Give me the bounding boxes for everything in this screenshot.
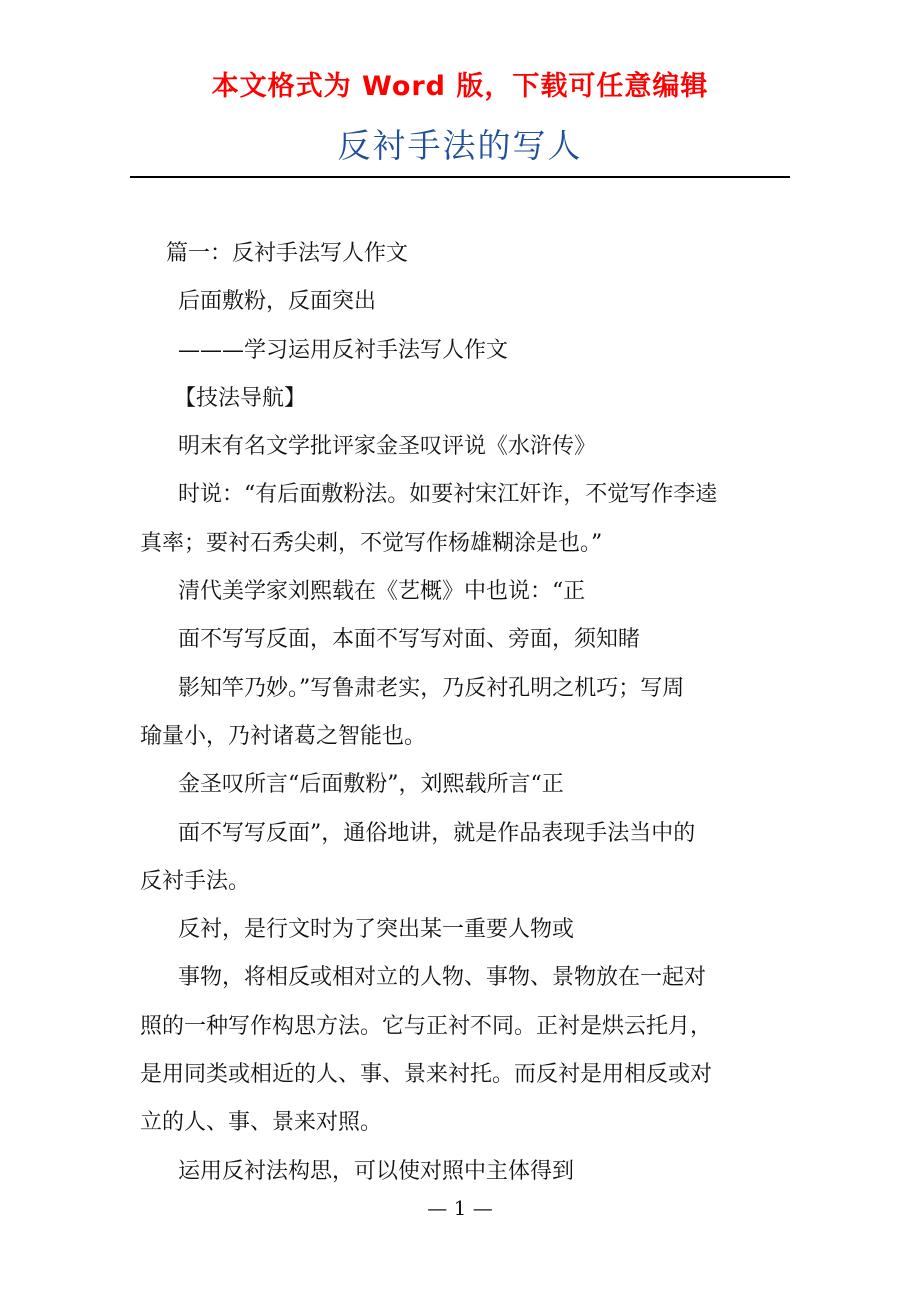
paragraph-line: 反衬手法。 (140, 868, 251, 894)
paragraph-line: 明末有名文学批评家金圣叹评说《水浒传》 (178, 434, 597, 460)
article-heading: 后面敷粉，反面突出 (178, 289, 377, 315)
paragraph-line: 时说：“有后面敷粉法。如要衬宋江奸诈，不觉写作李逵 (178, 482, 718, 508)
paragraph-line: 影知竿乃妙。”写鲁肃老实，乃反衬孔明之机巧；写周 (178, 675, 685, 701)
technique-heading: 【技法导航】 (174, 385, 307, 411)
paragraph-line: 运用反衬法构思，可以使对照中主体得到 (178, 1158, 575, 1184)
paragraph-line: 是用同类或相近的人、事、景来衬托。而反衬是用相反或对 (140, 1062, 713, 1088)
page-number: — 1 — (427, 1196, 493, 1220)
document-body (140, 230, 800, 1196)
paragraph-line: 立的人、事、景来对照。 (140, 1110, 383, 1136)
paragraph-line: 照的一种写作构思方法。它与正衬不同。正衬是烘云托月， (140, 1013, 713, 1039)
paragraph-line: 瑜量小，乃衬诸葛之智能也。 (140, 723, 427, 749)
article-subheading: ———学习运用反衬手法写人作文 (178, 337, 509, 363)
paragraph-line: 真率；要衬石秀尖刺，不觉写作杨雄糊涂是也。” (140, 530, 603, 556)
paragraph-line: 清代美学家刘熙载在《艺概》中也说：“正 (178, 579, 586, 605)
paragraph-line: 面不写写反面”，通俗地讲，就是作品表现手法当中的 (178, 820, 696, 846)
paragraph-line: 面不写写反面，本面不写写对面、旁面，须知睹 (178, 627, 641, 653)
paragraph-line: 反衬，是行文时为了突出某一重要人物或 (178, 917, 575, 943)
paragraph-line: 金圣叹所言“后面敷粉”，刘熙载所言“正 (178, 772, 564, 798)
document-title: 反衬手法的写人 (337, 126, 583, 165)
format-notice-banner: 本文格式为 Word 版，下载可任意编辑 (211, 71, 709, 102)
title-divider (130, 176, 790, 178)
paragraph-line: 事物，将相反或相对立的人物、事物、景物放在一起对 (178, 965, 707, 991)
section-heading: 篇一：反衬手法写人作文 (166, 241, 409, 266)
